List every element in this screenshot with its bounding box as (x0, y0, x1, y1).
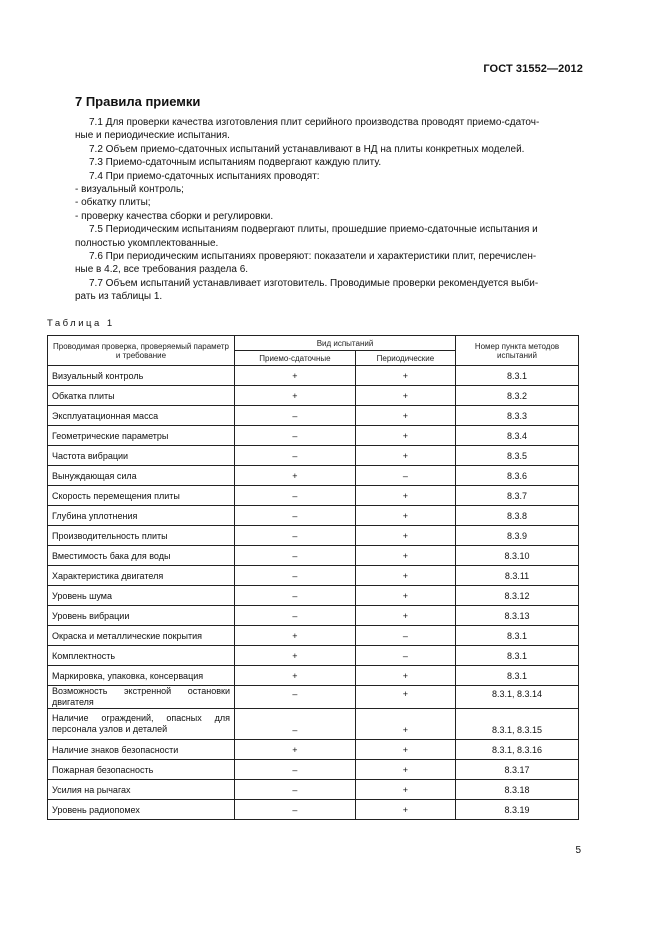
table-caption: Таблица 1 (47, 318, 115, 329)
cell-periodic: + (355, 686, 455, 709)
cell-method: 8.3.13 (456, 606, 579, 626)
cell-method: 8.3.3 (456, 406, 579, 426)
cell-method: 8.3.1 (456, 626, 579, 646)
cell-method: 8.3.4 (456, 426, 579, 446)
cell-param: Производительность плиты (48, 526, 235, 546)
cell-periodic: + (355, 486, 455, 506)
cell-param: Наличие ограждений, опасных для персонала узлов и деталей (48, 709, 235, 740)
cell-method: 8.3.12 (456, 586, 579, 606)
cell-acceptance: + (235, 366, 356, 386)
cell-method: 8.3.8 (456, 506, 579, 526)
cell-periodic: + (355, 526, 455, 546)
para-7-6-line-2: ные в 4.2, все требования раздела 6. (75, 264, 249, 276)
table-row (48, 406, 579, 426)
header-test-type: Вид испытаний (235, 336, 456, 351)
cell-periodic: + (355, 800, 455, 820)
cell-periodic: + (355, 446, 455, 466)
table-row (48, 506, 579, 526)
para-7-5-line-1: 7.5 Периодическим испытаниям подвергают плиты, прошедшие приемо-сдаточные испытания и (89, 224, 538, 236)
cell-periodic: + (355, 566, 455, 586)
table-row (48, 686, 579, 709)
cell-acceptance: – (235, 446, 356, 466)
cell-param: Наличие знаков безопасности (48, 740, 235, 760)
table-row (48, 566, 579, 586)
table-body (48, 366, 579, 820)
cell-acceptance: – (235, 760, 356, 780)
cell-method: 8.3.9 (456, 526, 579, 546)
cell-acceptance: + (235, 740, 356, 760)
header-method: Номер пункта методов испытаний (456, 336, 579, 366)
cell-acceptance: – (235, 800, 356, 820)
cell-param: Обкатка плиты (48, 386, 235, 406)
table-row (48, 386, 579, 406)
cell-method: 8.3.1 (456, 646, 579, 666)
para-7-1-line-1: 7.1 Для проверки качества изготовления плит серийного производства проводят приемо-сдаточ- (89, 117, 540, 128)
cell-periodic: + (355, 709, 455, 740)
cell-periodic: + (355, 366, 455, 386)
para-7-1-line-2: ные и периодические испытания. (75, 130, 230, 142)
table-row (48, 606, 579, 626)
cell-periodic: – (355, 626, 455, 646)
cell-acceptance: + (235, 666, 356, 686)
table-row (48, 366, 579, 386)
cell-method: 8.3.1 (456, 666, 579, 686)
cell-periodic: + (355, 740, 455, 760)
cell-acceptance: – (235, 426, 356, 446)
cell-periodic: + (355, 426, 455, 446)
cell-param: Эксплуатационная масса (48, 406, 235, 426)
cell-method: 8.3.2 (456, 386, 579, 406)
table-row (48, 526, 579, 546)
table-row (48, 466, 579, 486)
table-row (48, 800, 579, 820)
cell-method: 8.3.1, 8.3.16 (456, 740, 579, 760)
table-row (48, 546, 579, 566)
cell-param: Усилия на рычагах (48, 780, 235, 800)
cell-param: Уровень шума (48, 586, 235, 606)
cell-acceptance: + (235, 386, 356, 406)
para-7-4-item: - обкатку плиты; (75, 197, 151, 209)
cell-method: 8.3.6 (456, 466, 579, 486)
cell-acceptance: – (235, 546, 356, 566)
cell-param: Возможность экстренной остановки двигателя (48, 686, 235, 709)
para-7-3: 7.3 Приемо-сдаточным испытаниям подвергают каждую плиту. (89, 157, 382, 169)
table-row (48, 740, 579, 760)
cell-method: 8.3.18 (456, 780, 579, 800)
para-7-5-line-2: полностью укомплектованные. (75, 237, 219, 249)
cell-acceptance: – (235, 526, 356, 546)
cell-param: Вынуждающая сила (48, 466, 235, 486)
cell-acceptance: + (235, 626, 356, 646)
cell-periodic: + (355, 406, 455, 426)
table-row (48, 446, 579, 466)
cell-acceptance: – (235, 709, 356, 740)
section-body (75, 116, 585, 304)
para-7-7-line-2: рать из таблицы 1. (75, 291, 163, 303)
table-row (48, 760, 579, 780)
cell-acceptance: – (235, 406, 356, 426)
test-table (47, 335, 579, 820)
header-periodic: Периодические (355, 351, 455, 366)
cell-param: Визуальный контроль (48, 366, 235, 386)
cell-acceptance: – (235, 586, 356, 606)
header-acceptance: Приемо-сдаточные (235, 351, 356, 366)
cell-method: 8.3.1, 8.3.15 (456, 709, 579, 740)
para-7-4-item: - проверку качества сборки и регулировки. (75, 210, 274, 222)
cell-periodic: + (355, 386, 455, 406)
table-row (48, 709, 579, 740)
cell-periodic: + (355, 506, 455, 526)
para-7-7-line-1: 7.7 Объем испытаний устанавливает изготовитель. Проводимые проверки рекомендуется выби- (89, 277, 539, 289)
cell-periodic: + (355, 606, 455, 626)
cell-param: Глубина уплотнения (48, 506, 235, 526)
section-title: 7 Правила приемки (75, 94, 201, 109)
cell-acceptance: – (235, 486, 356, 506)
cell-acceptance: + (235, 466, 356, 486)
table-row (48, 486, 579, 506)
cell-param: Маркировка, упаковка, консервация (48, 666, 235, 686)
cell-param: Уровень вибрации (48, 606, 235, 626)
cell-param: Скорость перемещения плиты (48, 486, 235, 506)
cell-acceptance: – (235, 780, 356, 800)
cell-periodic: – (355, 646, 455, 666)
table-row (48, 626, 579, 646)
cell-periodic: + (355, 586, 455, 606)
cell-param: Геометрические параметры (48, 426, 235, 446)
header-param: Проводимая проверка, проверяемый параметр и требование (48, 336, 235, 366)
cell-param: Вместимость бака для воды (48, 546, 235, 566)
cell-method: 8.3.5 (456, 446, 579, 466)
cell-method: 8.3.1, 8.3.14 (456, 686, 579, 709)
cell-method: 8.3.1 (456, 366, 579, 386)
para-7-4-item: - визуальный контроль; (75, 184, 184, 196)
document-code: ГОСТ 31552—2012 (483, 63, 583, 75)
cell-periodic: – (355, 466, 455, 486)
cell-periodic: + (355, 546, 455, 566)
cell-param: Уровень радиопомех (48, 800, 235, 820)
cell-acceptance: – (235, 566, 356, 586)
cell-acceptance: + (235, 646, 356, 666)
table-row (48, 586, 579, 606)
table-row (48, 666, 579, 686)
cell-param: Пожарная безопасность (48, 760, 235, 780)
cell-param: Окраска и металлические покрытия (48, 626, 235, 646)
cell-acceptance: – (235, 606, 356, 626)
para-7-2: 7.2 Объем приемо-сдаточных испытаний устанавливают в НД на плиты конкретных моделей. (89, 143, 525, 155)
table-row (48, 426, 579, 446)
cell-acceptance: – (235, 686, 356, 709)
cell-periodic: + (355, 666, 455, 686)
table-row (48, 780, 579, 800)
cell-method: 8.3.7 (456, 486, 579, 506)
cell-param: Характеристика двигателя (48, 566, 235, 586)
cell-method: 8.3.11 (456, 566, 579, 586)
cell-param: Комплектность (48, 646, 235, 666)
cell-method: 8.3.17 (456, 760, 579, 780)
cell-periodic: + (355, 760, 455, 780)
page-number: 5 (575, 845, 581, 856)
cell-method: 8.3.19 (456, 800, 579, 820)
cell-acceptance: – (235, 506, 356, 526)
para-7-6-line-1: 7.6 При периодическим испытаниях проверяют: показатели и характеристики плит, перечислен- (89, 251, 537, 263)
cell-param: Частота вибрации (48, 446, 235, 466)
para-7-4: 7.4 При приемо-сдаточных испытаниях проводят: (89, 170, 320, 182)
cell-periodic: + (355, 780, 455, 800)
table-row (48, 646, 579, 666)
cell-method: 8.3.10 (456, 546, 579, 566)
